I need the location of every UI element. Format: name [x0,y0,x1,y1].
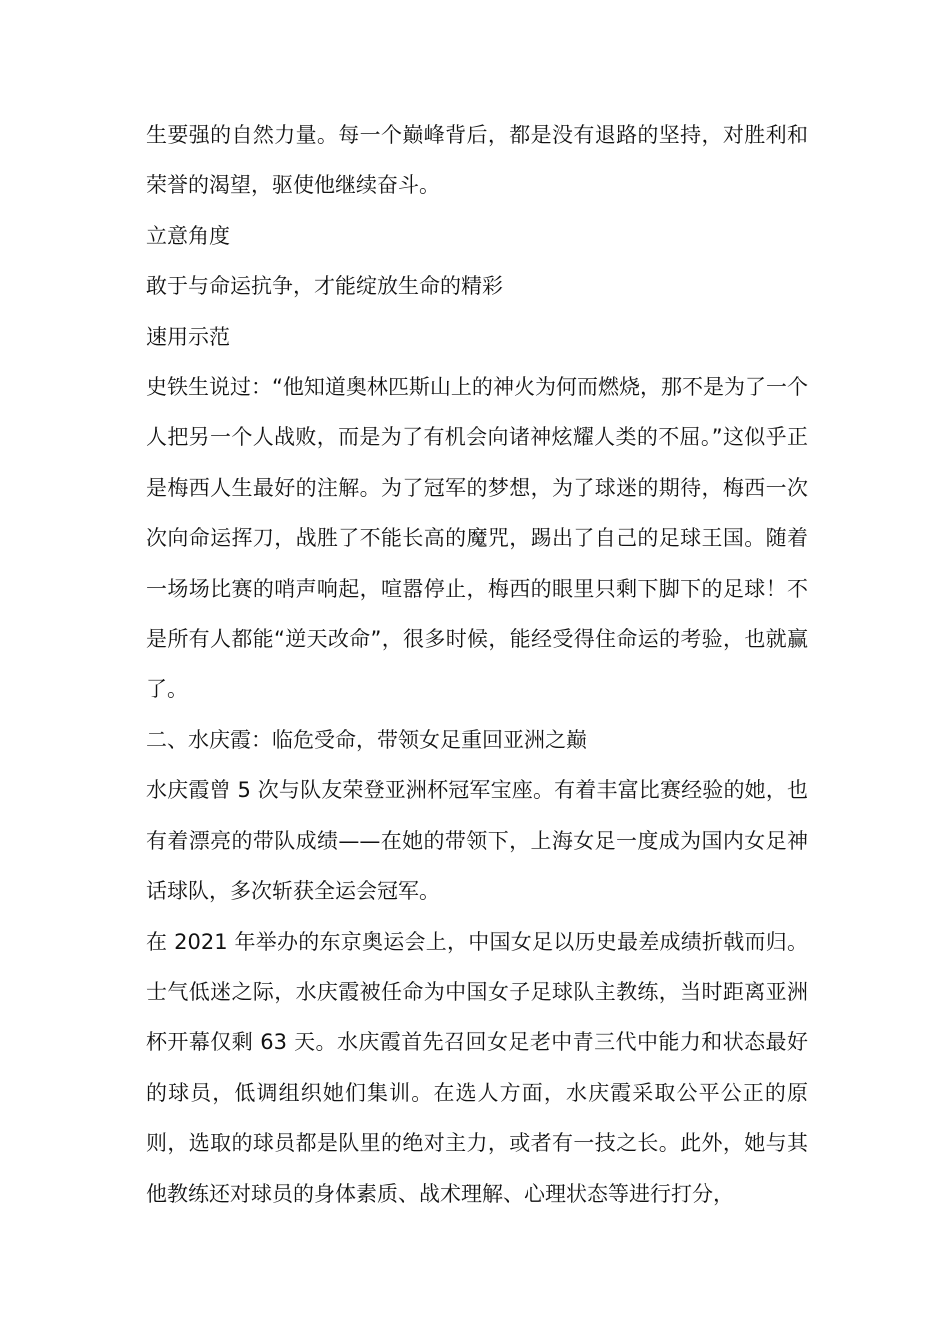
paragraph-shui-appointment: 在 2021 年举办的东京奥运会上，中国女足以历史最差成绩折戟而归。士气低迷之际，水庆霞被任命为中国女子足球队主教练，当时距离亚洲杯开幕仅剩 63 天。水庆霞首先召回女足老中青三代中能力和状态最好的球员，低调组织她们集训。在选人方面，水庆霞采取公平公正的原则，选取的球员都是队里的绝对主力，或者有一技之长。此外，她与其他教练还对球员的身体素质、战术理解、心理状态等进行打分， [146,929,808,1206]
paragraph-intro-ending: 生要强的自然力量。每一个巅峰背后，都是没有退路的坚持，对胜利和荣誉的渴望，驱使他继续奋斗。 [146,123,808,198]
document-body [146,110,808,1219]
paragraph-example-messi: 史铁生说过：“他知道奥林匹斯山上的神火为何而燃烧，那不是为了一个人把另一个人战败，而是为了有机会向诸神炫耀人类的不屈。”这似乎正是梅西人生最好的注解。为了冠军的梦想，为了球迷的期待，梅西一次次向命运挥刀，战胜了不能长高的魔咒，踢出了自己的足球王国。随着一场场比赛的哨声响起，喧嚣停止，梅西的眼里只剩下脚下的足球！不是所有人都能“逆天改命”，很多时候，能经受得住命运的考验，也就赢了。 [146,375,808,702]
section-heading-shui-qingxia: 二、水庆霞：临危受命，带领女足重回亚洲之巅 [146,727,587,752]
theme-statement: 敢于与命运抗争，才能绽放生命的精彩 [146,274,503,299]
section-label-theme-angle: 立意角度 [146,223,230,248]
paragraph-shui-background: 水庆霞曾 5 次与队友荣登亚洲杯冠军宝座。有着丰富比赛经验的她，也有着漂亮的带队成绩——在她的带领下，上海女足一度成为国内女足神话球队，多次斩获全运会冠军。 [146,778,808,904]
section-label-quick-example: 速用示范 [146,324,230,349]
